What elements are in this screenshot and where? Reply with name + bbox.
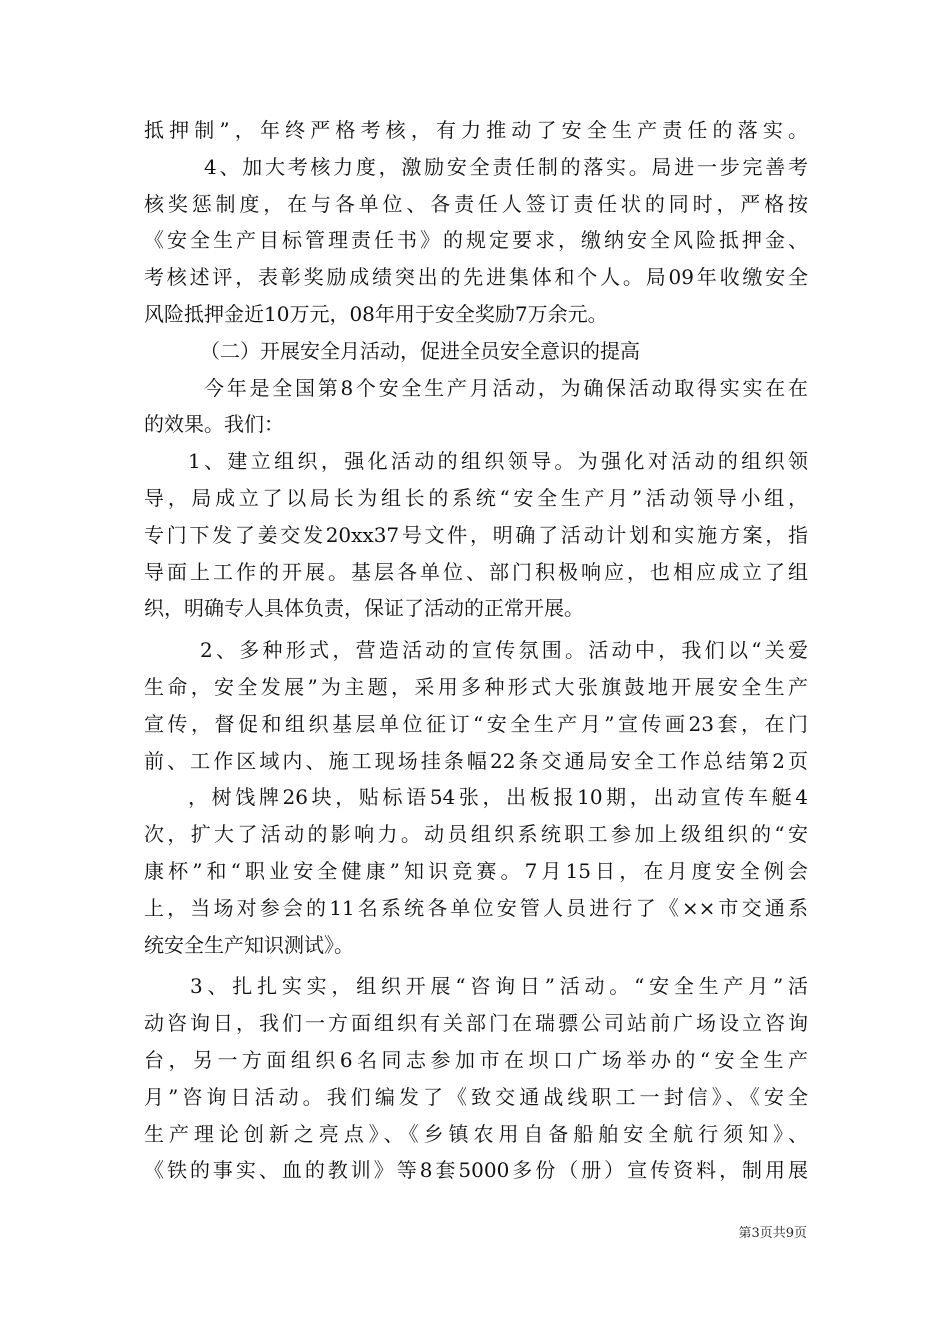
body-text [144,112,808,1189]
text-line: 的效果。我们： [144,412,284,437]
text-line: 3、扎扎实实，组织开展“咨询日”活动。“安全生产月”活 [190,974,808,999]
text-line: 1、建立组织，强化活动的组织领导。为强化对活动的组织领 [188,449,808,474]
text-line: 2、多种形式，营造活动的宣传氛围。活动中，我们以“关爱 [200,638,808,663]
text-line: 上，当场对参会的11名系统各单位安管人员进行了《××市交通系 [144,895,808,920]
text-line: 考核述评，表彰奖励成绩突出的先进集体和个人。局09年收缴安全 [144,265,808,290]
text-line: 导，局成立了以局长为组长的系统“安全生产月”活动领导小组， [144,485,808,510]
text-line: 统安全生产知识测试》。 [144,932,354,957]
text-line: 专门下发了姜交发20xx37号文件，明确了活动计划和实施方案，指 [144,522,808,547]
text-line: ，树饯牌26块，贴标语54张，出板报10期，出动宣传车艇4 [188,785,808,810]
text-line: 次，扩大了活动的影响力。动员组织系统职工参加上级组织的“安 [144,822,808,847]
page-number: 第3页共9页 [738,1226,807,1241]
text-line: 抵押制”，年终严格考核，有力推动了安全生产责任的落实。 [144,118,808,142]
text-line: 月”咨询日活动。我们编发了《致交通战线职工一封信》、《安全 [144,1084,808,1109]
text-line: 织，明确专人具体负责，保证了活动的正常开展。 [144,596,584,621]
text-line: 台，另一方面组织6名同志参加市在坝口广场举办的“安全生产 [144,1047,808,1072]
text-line: 生命，安全发展”为主题，采用多种形式大张旗鼓地开展安全生产 [144,674,808,699]
text-line: 康杯”和“职业安全健康”知识竞赛。7月15日，在月度安全例会 [144,858,808,883]
text-line: 《铁的事实、血的教训》等8套5000多份（册）宣传资料，制用展 [144,1158,808,1183]
text-line: 《安全生产目标管理责任书》的规定要求，缴纳安全风险抵押金、 [144,228,808,253]
text-line: 核奖惩制度，在与各单位、各责任人签订责任状的同时，严格按 [144,191,808,216]
text-line: 生产理论创新之亮点》、《乡镇农用自备船舶安全航行须知》、 [144,1121,808,1146]
text-line: 风险抵押金近10万元，08年用于安全奖励7万余元。 [144,301,608,326]
text-line: 宣传，督促和组织基层单位征订“安全生产月”宣传画23套，在门 [144,711,808,736]
text-line: 动咨询日，我们一方面组织有关部门在瑞骠公司站前广场设立咨询 [144,1011,808,1036]
text-line: 前、工作区域内、施工现场挂条幅22条交通局安全工作总结第2页 [144,748,808,773]
text-line: 今年是全国第8个安全生产月活动，为确保活动取得实实在在 [204,375,808,400]
text-line: 导面上工作的开展。基层各单位、部门积极响应，也相应成立了组 [144,559,808,584]
text-line: 4、加大考核力度，激励安全责任制的落实。局进一步完善考 [204,154,808,179]
section-heading: （二）开展安全月活动，促进全员安全意识的提高 [200,338,640,363]
